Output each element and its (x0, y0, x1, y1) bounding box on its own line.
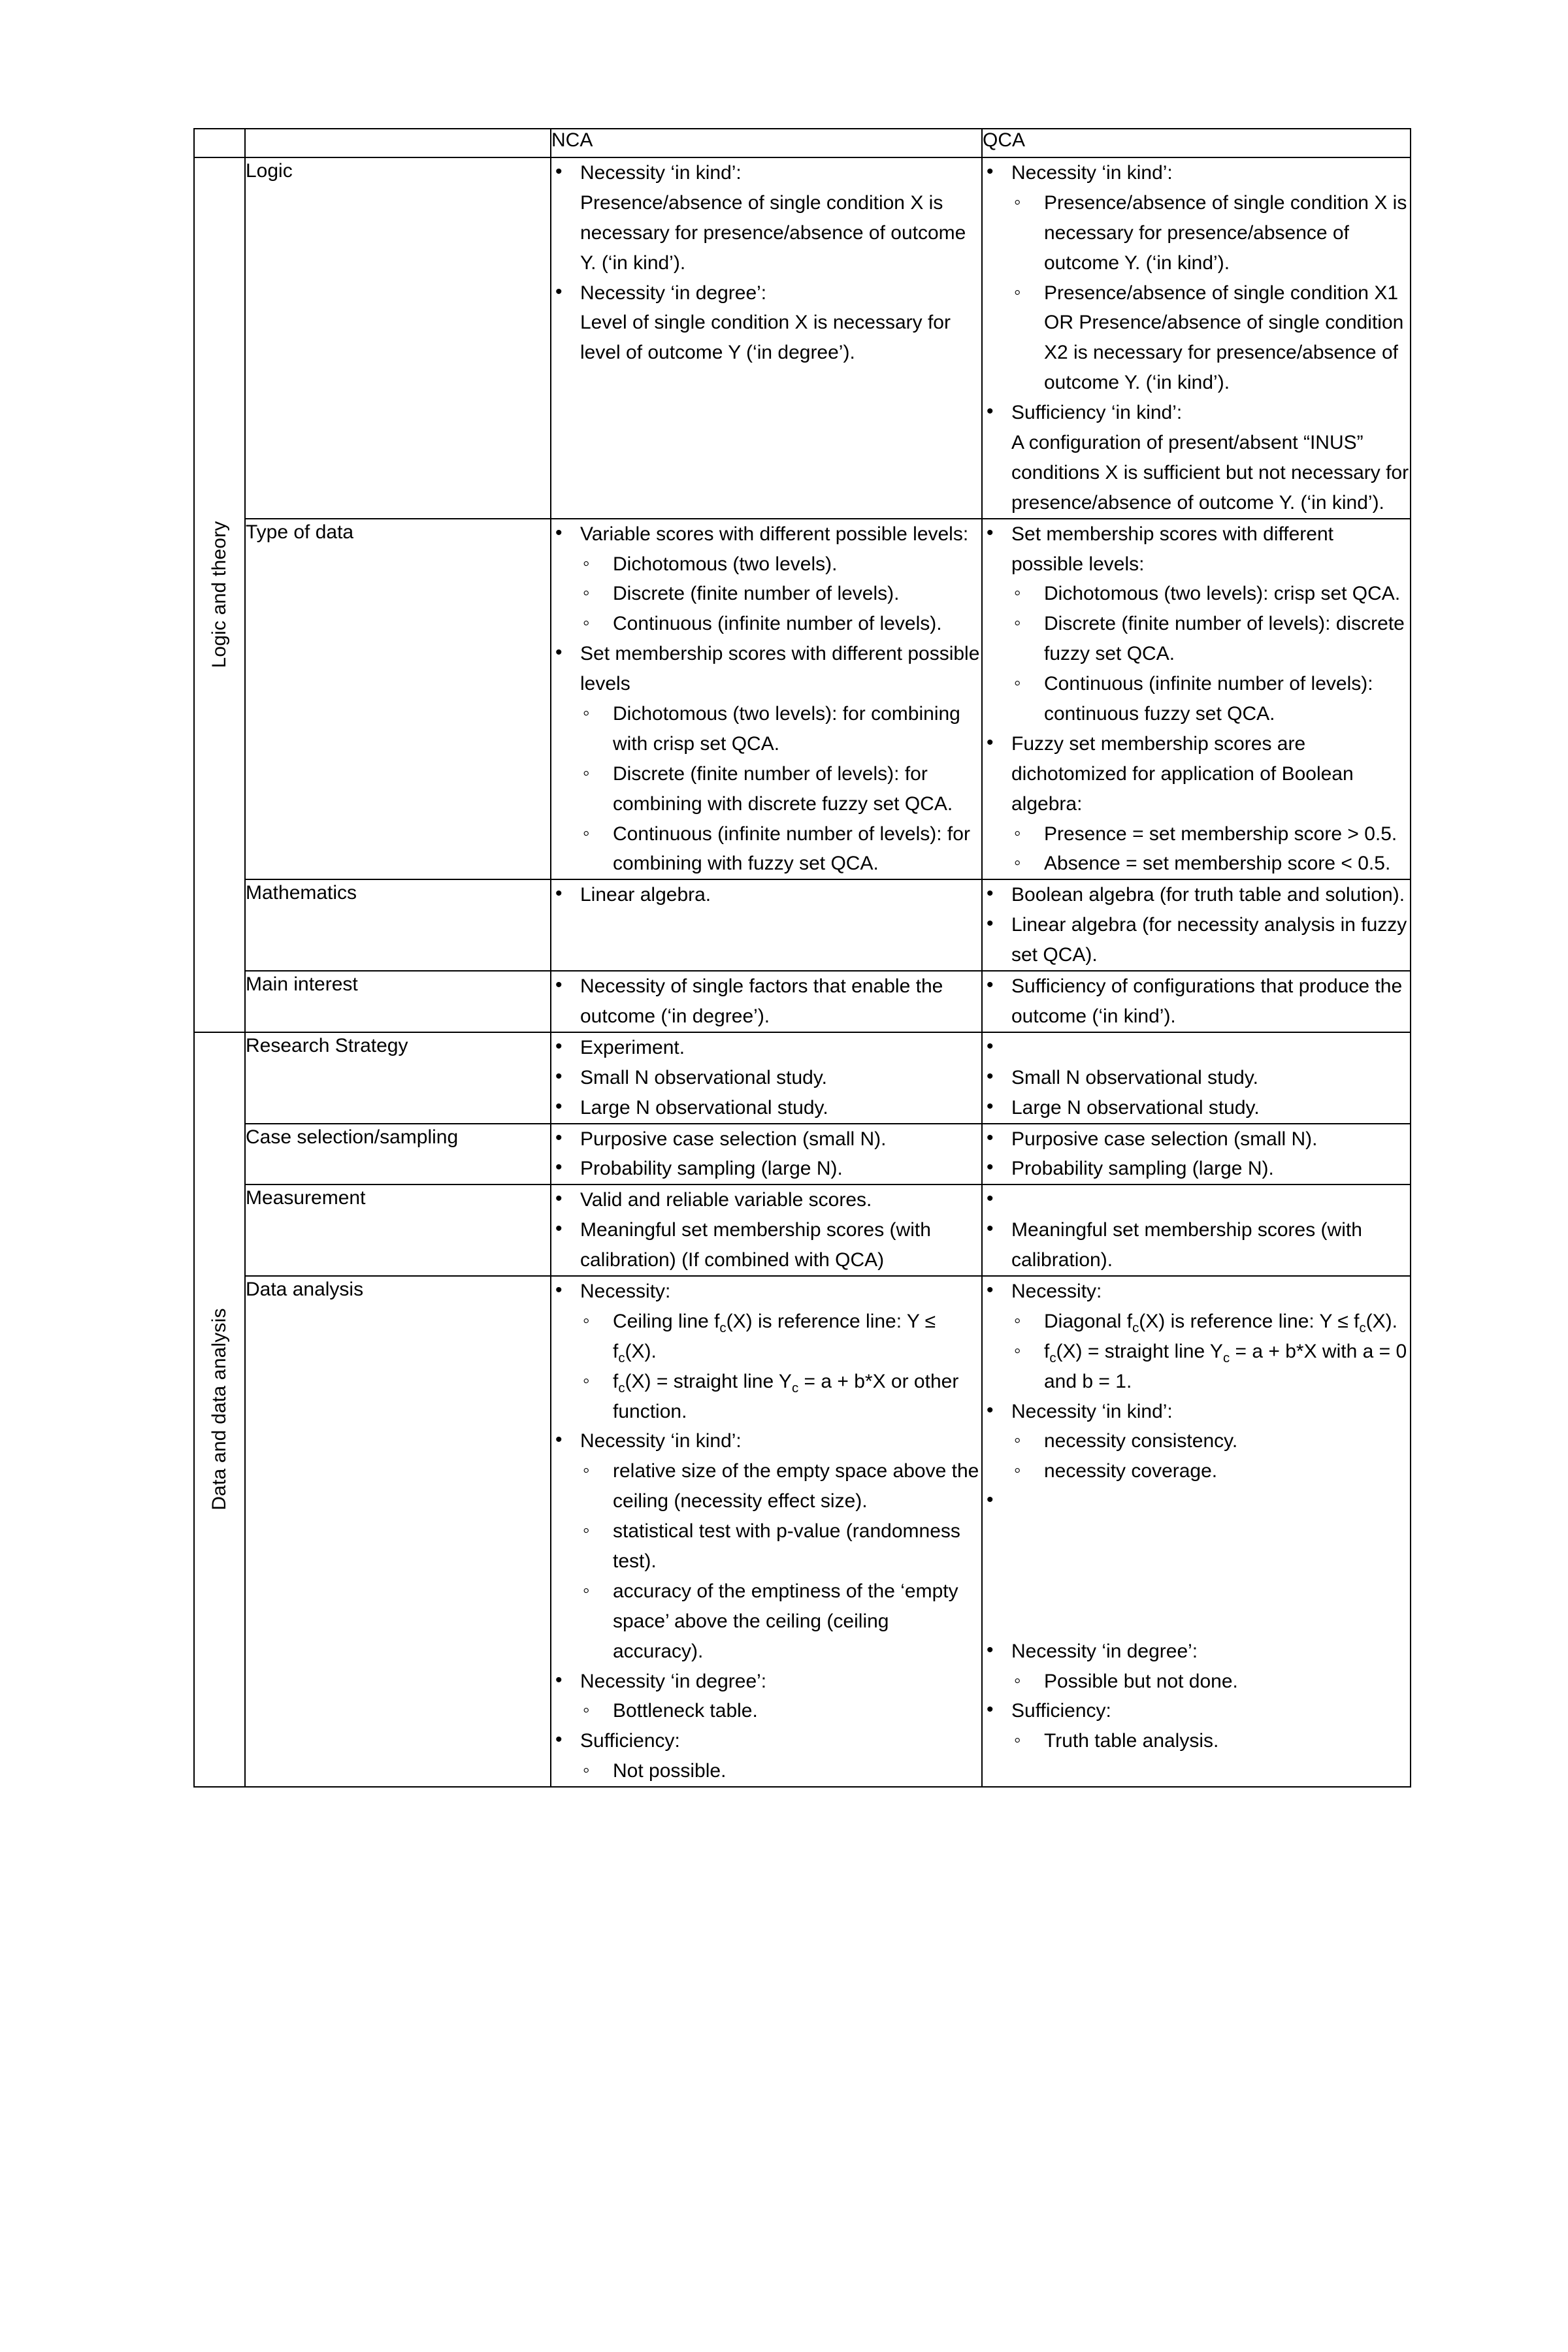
list-item: • Experiment. (551, 1033, 981, 1063)
group-label-text: Data and data analysis (208, 1308, 230, 1511)
list-spacer (983, 1033, 1410, 1063)
list-item: ◦ Continuous (infinite number of levels): for combining with fuzzy set QCA. (580, 819, 981, 879)
aspect-logic: Logic (245, 157, 551, 519)
cell-measurement-nca (551, 1184, 982, 1276)
list-item: ◦ Dichotomous (two levels). (580, 549, 981, 580)
list-item: • Variable scores with different possible levels: ◦ Dichotomous (two levels). ◦ Discrete (finite number of levels). ◦ Continuous (infinite number of levels). (551, 519, 981, 640)
list-item: ◦ Continuous (infinite number of levels). (580, 609, 981, 639)
list-item: • Necessity ‘in kind’: Presence/absence of single condition X is necessary for presence/absence of outcome Y. (‘in kind’). (551, 158, 981, 278)
list-item: • Large N observational study. (983, 1093, 1410, 1123)
list-item: • Small N observational study. (983, 1063, 1410, 1093)
list-item: • Necessity ‘in kind’: ◦ relative size of the empty space above the ceiling (necessity effect size). ◦ statistical test with p-value (randomness test). ◦ accuracy of the emptiness of the ‘empty space’ above the ceiling (ceiling accuracy). (551, 1426, 981, 1666)
list-item: • Fuzzy set membership scores are dichotomized for application of Boolean algebra: ◦ Presence = set membership score > 0.5. ◦ Absence = set membership score < 0.5. (983, 729, 1410, 879)
cell-case-selection-nca (551, 1124, 982, 1185)
group-label-data-and-data-analysis (194, 1032, 245, 1787)
cell-data-analysis-nca (551, 1276, 982, 1787)
list-item: ◦ Possible but not done. (1011, 1667, 1410, 1697)
list-item: • Sufficiency: ◦ Not possible. (551, 1726, 981, 1786)
list-item: ◦ relative size of the empty space above the ceiling (necessity effect size). (580, 1456, 981, 1516)
header-nca: NCA (551, 129, 982, 157)
cell-case-selection-qca (982, 1124, 1411, 1185)
list-item: • Large N observational study. (551, 1093, 981, 1123)
list-item: • Linear algebra (for necessity analysis in fuzzy set QCA). (983, 910, 1410, 970)
list-item: ◦ Diagonal $f_c(X)$ is reference line: $Y \le f_c(X)$. (1011, 1307, 1410, 1337)
list-item: • Necessity: ◦ Ceiling line $f_c(X)$ is reference line: $Y \le f_c(X)$. ◦ $f_c(X)$ = straight line $Y_c = a + b*X$ or other function. (551, 1277, 981, 1426)
table-header-row (194, 129, 1411, 157)
list-item: • Sufficiency ‘in kind’: A configuration of present/absent “INUS” conditions X is sufficient but not necessary for presence/absence of outcome Y. (‘in kind’). (983, 398, 1410, 518)
cell-type-of-data-qca (982, 519, 1411, 880)
table-row-main-interest (194, 971, 1411, 1032)
table-row-type-of-data (194, 519, 1411, 880)
list-item: ◦ Presence/absence of single condition X is necessary for presence/absence of outcome Y. (‘in kind’). (1011, 188, 1410, 278)
list-item: ◦ Discrete (finite number of levels): discrete fuzzy set QCA. (1011, 609, 1410, 669)
list-item: ◦ necessity coverage. (1011, 1456, 1410, 1486)
cell-type-of-data-nca (551, 519, 982, 880)
list-item: ◦ necessity consistency. (1011, 1426, 1410, 1456)
list-item: • Set membership scores with different possible levels ◦ Dichotomous (two levels): for combining with crisp set QCA. ◦ Discrete (finite number of levels): for combining with discrete fuzzy set QCA. ◦ Continuous (infinite number of levels): for combining with fuzzy set QCA. (551, 639, 981, 879)
list-item: ◦ Ceiling line $f_c(X)$ is reference line: $Y \le f_c(X)$. (580, 1307, 981, 1367)
list-item: • Necessity of single factors that enable the outcome (‘in degree’). (551, 972, 981, 1032)
list-item: • Valid and reliable variable scores. (551, 1185, 981, 1215)
list-item: ◦ accuracy of the emptiness of the ‘empty space’ above the ceiling (ceiling accuracy). (580, 1576, 981, 1667)
cell-research-strategy-qca (982, 1032, 1411, 1124)
list-item: • Necessity ‘in degree’: ◦ Bottleneck table. (551, 1667, 981, 1727)
list-item: • Necessity: ◦ Diagonal $f_c(X)$ is reference line: $Y \le f_c(X)$. ◦ $f_c(X)$ = straight line $Y_c = a + b*X$ with a = 0 and b = 1. (983, 1277, 1410, 1397)
list-item: ◦ Discrete (finite number of levels): for combining with discrete fuzzy set QCA. (580, 759, 981, 819)
list-item: • Necessity ‘in kind’: ◦ Presence/absence of single condition X is necessary for presence/absence of outcome Y. (‘in kind’). ◦ Presence/absence of single condition X1 OR Presence/absence of single condition X2 is necessary for presence/absence of outcome Y. (‘in kind’). (983, 158, 1410, 398)
list-item: ◦ Truth table analysis. (1011, 1726, 1410, 1756)
cell-data-analysis-qca (982, 1276, 1411, 1787)
nca-qca-comparison-table (193, 128, 1411, 1788)
list-item: • Purposive case selection (small N). (551, 1124, 981, 1154)
aspect-mathematics: Mathematics (245, 879, 551, 971)
aspect-research-strategy: Research Strategy (245, 1032, 551, 1124)
list-item: • Linear algebra. (551, 880, 981, 910)
list-spacer (983, 1486, 1410, 1636)
table-row-mathematics (194, 879, 1411, 971)
list-item: • Necessity ‘in kind’: ◦ necessity consistency. ◦ necessity coverage. (983, 1397, 1410, 1487)
list-item: ◦ Bottleneck table. (580, 1696, 981, 1726)
cell-research-strategy-nca (551, 1032, 982, 1124)
list-item: ◦ Dichotomous (two levels): for combining with crisp set QCA. (580, 699, 981, 759)
list-item: ◦ Presence = set membership score > 0.5. (1011, 819, 1410, 849)
list-item: • Meaningful set membership scores (with calibration) (If combined with QCA) (551, 1215, 981, 1275)
list-item: • Sufficiency of configurations that produce the outcome (‘in kind’). (983, 972, 1410, 1032)
header-qca: QCA (982, 129, 1411, 157)
list-item: ◦ Dichotomous (two levels): crisp set QCA. (1011, 579, 1410, 609)
list-item: ◦ Presence/absence of single condition X1 OR Presence/absence of single condition X2 is necessary for presence/absence of outcome Y. (‘in kind’). (1011, 278, 1410, 399)
list-item: • Boolean algebra (for truth table and solution). (983, 880, 1410, 910)
table-row-logic (194, 157, 1411, 519)
table-row-research-strategy (194, 1032, 1411, 1124)
aspect-main-interest: Main interest (245, 971, 551, 1032)
group-label-logic-and-theory (194, 157, 245, 1032)
table-row-data-analysis (194, 1276, 1411, 1787)
list-item: • Probability sampling (large N). (551, 1154, 981, 1184)
list-item: ◦ Absence = set membership score < 0.5. (1011, 849, 1410, 879)
list-item: ◦ $f_c(X)$ = straight line $Y_c = a + b*X$ with a = 0 and b = 1. (1011, 1337, 1410, 1397)
cell-measurement-qca (982, 1184, 1411, 1276)
cell-logic-nca (551, 157, 982, 519)
list-item: • Small N observational study. (551, 1063, 981, 1093)
group-label-text: Logic and theory (208, 521, 230, 668)
cell-main-interest-nca (551, 971, 982, 1032)
aspect-type-of-data: Type of data (245, 519, 551, 880)
table-row-case-selection (194, 1124, 1411, 1185)
list-item: • Necessity ‘in degree’: Level of single condition X is necessary for level of outcome Y (‘in degree’). (551, 278, 981, 368)
table-row-measurement (194, 1184, 1411, 1276)
list-item: • Purposive case selection (small N). (983, 1124, 1410, 1154)
list-item: • Sufficiency: ◦ Truth table analysis. (983, 1696, 1410, 1756)
list-item: • Probability sampling (large N). (983, 1154, 1410, 1184)
cell-main-interest-qca (982, 971, 1411, 1032)
list-item: • Meaningful set membership scores (with calibration). (983, 1215, 1410, 1275)
header-corner-left (194, 129, 245, 157)
header-aspect (245, 129, 551, 157)
list-item: ◦ statistical test with p-value (randomness test). (580, 1516, 981, 1576)
cell-logic-qca (982, 157, 1411, 519)
cell-mathematics-qca (982, 879, 1411, 971)
cell-mathematics-nca (551, 879, 982, 971)
list-item: ◦ Continuous (infinite number of levels): continuous fuzzy set QCA. (1011, 669, 1410, 729)
list-item: ◦ Discrete (finite number of levels). (580, 579, 981, 609)
list-item: • Necessity ‘in degree’: ◦ Possible but not done. (983, 1637, 1410, 1697)
list-item: • Set membership scores with different possible levels: ◦ Dichotomous (two levels): crisp set QCA. ◦ Discrete (finite number of levels): discrete fuzzy set QCA. ◦ Continuous (infinite number of levels): continuous fuzzy set QCA. (983, 519, 1410, 729)
list-spacer (983, 1185, 1410, 1215)
aspect-measurement: Measurement (245, 1184, 551, 1276)
aspect-data-analysis: Data analysis (245, 1276, 551, 1787)
list-item: ◦ Not possible. (580, 1756, 981, 1786)
list-item: ◦ $f_c(X)$ = straight line $Y_c = a + b*X$ or other function. (580, 1367, 981, 1427)
aspect-case-selection-sampling: Case selection/sampling (245, 1124, 551, 1185)
